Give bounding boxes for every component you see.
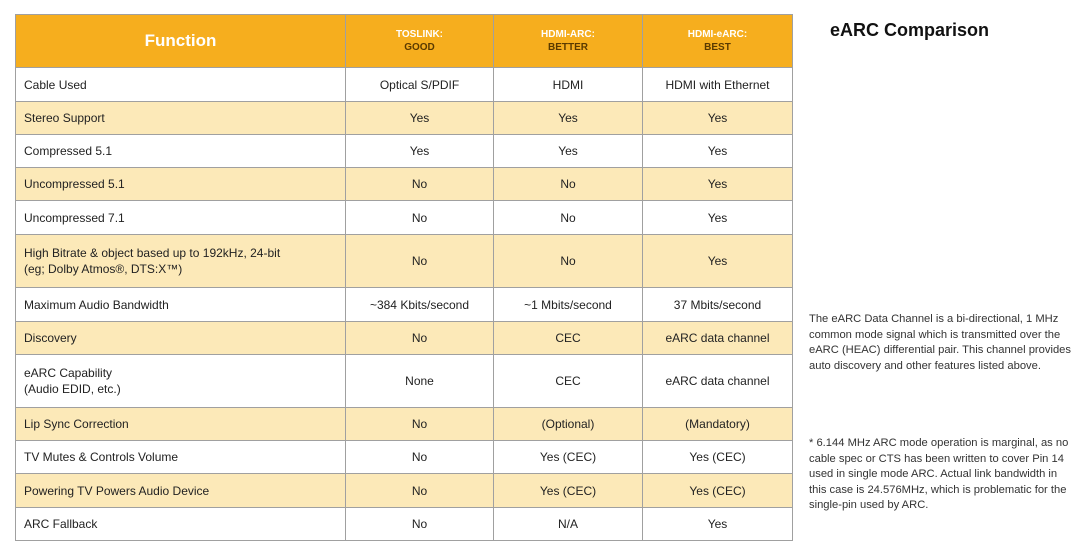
row-function: TV Mutes & Controls Volume bbox=[16, 441, 346, 474]
cell-toslink: No bbox=[346, 441, 494, 474]
cell-hdmi-arc: Yes (CEC) bbox=[494, 441, 643, 474]
cell-hdmi-earc: 37 Mbits/second bbox=[643, 288, 793, 322]
cell-hdmi-earc: Yes bbox=[643, 235, 793, 288]
table-row bbox=[16, 508, 793, 541]
cell-toslink: No bbox=[346, 322, 494, 355]
row-function: Compressed 5.1 bbox=[16, 135, 346, 168]
cell-hdmi-earc: Yes (CEC) bbox=[643, 474, 793, 508]
cell-hdmi-earc: Yes bbox=[643, 508, 793, 541]
cell-hdmi-arc: No bbox=[494, 201, 643, 235]
comparison-table-container bbox=[15, 14, 792, 541]
row-function: Stereo Support bbox=[16, 102, 346, 135]
cell-hdmi-arc: No bbox=[494, 168, 643, 201]
cell-hdmi-earc: Yes (CEC) bbox=[643, 441, 793, 474]
row-function: Discovery bbox=[16, 322, 346, 355]
row-function: Cable Used bbox=[16, 68, 346, 102]
row-function-line1: High Bitrate & object based up to 192kHz, 24-bit bbox=[24, 246, 281, 260]
cell-hdmi-arc: HDMI bbox=[494, 68, 643, 102]
page-title: eARC Comparison bbox=[830, 20, 990, 40]
cell-hdmi-earc: Yes bbox=[643, 201, 793, 235]
row-function: Powering TV Powers Audio Device bbox=[16, 474, 346, 508]
row-function: Lip Sync Correction bbox=[16, 408, 346, 441]
cell-toslink: Yes bbox=[346, 135, 494, 168]
cell-hdmi-earc: HDMI with Ethernet bbox=[643, 68, 793, 102]
comparison-table bbox=[15, 14, 793, 541]
table-row bbox=[16, 441, 793, 474]
table-row bbox=[16, 474, 793, 508]
arc-mode-footnote: * 6.144 MHz ARC mode operation is marginal, as no cable spec or CTS has been written to cover Pin 14 used in single mode ARC. Actual link bandwidth in this case is 24.576MHz, which is problematic for the single-pin used by ARC. bbox=[809, 437, 1069, 511]
row-function bbox=[16, 355, 346, 408]
header-hdmi-earc-name: HDMI-eARC: bbox=[687, 29, 748, 40]
header-toslink-name: TOSLINK: bbox=[395, 29, 444, 40]
row-function: Uncompressed 7.1 bbox=[16, 201, 346, 235]
cell-hdmi-arc: Yes bbox=[494, 102, 643, 135]
header-hdmi-arc-rating: BETTER bbox=[548, 42, 588, 53]
row-function bbox=[16, 235, 346, 288]
cell-hdmi-earc: Yes bbox=[643, 168, 793, 201]
cell-toslink: No bbox=[346, 508, 494, 541]
cell-hdmi-arc: No bbox=[494, 235, 643, 288]
row-function: Uncompressed 5.1 bbox=[16, 168, 346, 201]
earc-data-channel-note: The eARC Data Channel is a bi-directional, 1 MHz common mode signal which is transmitted over the eARC (HEAC) differential pair. This channel provides auto discovery and other features listed above. bbox=[809, 313, 1071, 372]
cell-toslink: No bbox=[346, 201, 494, 235]
cell-toslink: No bbox=[346, 408, 494, 441]
cell-hdmi-arc: N/A bbox=[494, 508, 643, 541]
header-toslink-rating: GOOD bbox=[404, 42, 435, 53]
cell-hdmi-arc: CEC bbox=[494, 355, 643, 408]
table-row bbox=[16, 68, 793, 102]
table-row bbox=[16, 168, 793, 201]
cell-hdmi-arc: ~1 Mbits/second bbox=[494, 288, 643, 322]
cell-toslink: No bbox=[346, 235, 494, 288]
table-row bbox=[16, 288, 793, 322]
header-hdmi-arc bbox=[494, 15, 643, 68]
row-function: Maximum Audio Bandwidth bbox=[16, 288, 346, 322]
row-function-line1: eARC Capability bbox=[24, 366, 113, 380]
cell-hdmi-arc: Yes (CEC) bbox=[494, 474, 643, 508]
table-row bbox=[16, 201, 793, 235]
table-row bbox=[16, 322, 793, 355]
row-function-line2: (Audio EDID, etc.) bbox=[24, 382, 121, 396]
table-row bbox=[16, 102, 793, 135]
cell-toslink: ~384 Kbits/second bbox=[346, 288, 494, 322]
header-hdmi-arc-name: HDMI-ARC: bbox=[541, 29, 595, 40]
header-function: Function bbox=[16, 15, 346, 68]
cell-toslink: None bbox=[346, 355, 494, 408]
cell-hdmi-arc: CEC bbox=[494, 322, 643, 355]
cell-hdmi-earc: Yes bbox=[643, 135, 793, 168]
row-function: ARC Fallback bbox=[16, 508, 346, 541]
cell-hdmi-earc: Yes bbox=[643, 102, 793, 135]
header-toslink bbox=[346, 15, 494, 68]
cell-hdmi-earc: eARC data channel bbox=[643, 355, 793, 408]
cell-hdmi-arc: Yes bbox=[494, 135, 643, 168]
row-function-line2: (eg; Dolby Atmos®, DTS:X™) bbox=[24, 262, 183, 276]
table-header-row bbox=[16, 15, 793, 68]
table-row bbox=[16, 355, 793, 408]
cell-toslink: Yes bbox=[346, 102, 494, 135]
cell-toslink: No bbox=[346, 168, 494, 201]
header-hdmi-earc bbox=[643, 15, 793, 68]
table-row bbox=[16, 408, 793, 441]
table-row bbox=[16, 235, 793, 288]
table-row bbox=[16, 135, 793, 168]
cell-hdmi-earc: eARC data channel bbox=[643, 322, 793, 355]
cell-hdmi-arc: (Optional) bbox=[494, 408, 643, 441]
cell-toslink: Optical S/PDIF bbox=[346, 68, 494, 102]
cell-hdmi-earc: (Mandatory) bbox=[643, 408, 793, 441]
cell-toslink: No bbox=[346, 474, 494, 508]
header-hdmi-earc-rating: BEST bbox=[704, 42, 731, 53]
